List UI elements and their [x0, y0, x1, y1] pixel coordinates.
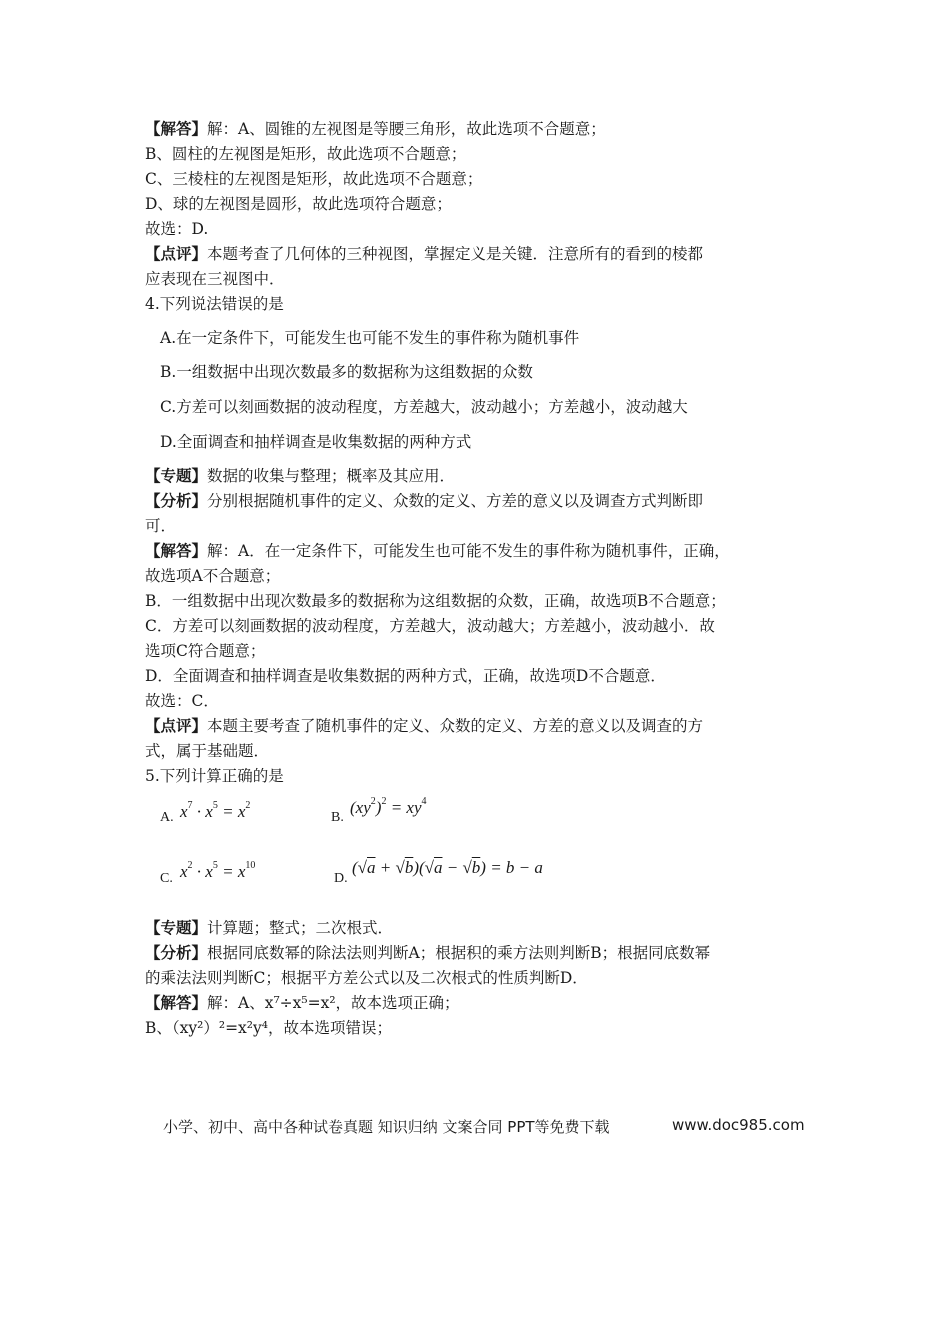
- q4-analysis-line: 【分析】分别根据随机事件的定义、众数的定义、方差的意义以及调查方式判断即: [145, 491, 704, 510]
- q5-analysis-line2: 的乘法法则判断C；根据平方差公式以及二次根式的性质判断D．: [145, 969, 588, 987]
- q5-option-a-formula: $x^7 \cdot x^5 = x^2$: [180, 800, 251, 821]
- analysis-tag: 【分析】: [145, 943, 208, 962]
- q5-analysis-line: 【分析】根据同底数幂的除法法则判断A；根据积的乘方法则判断B；根据同底数幂: [145, 943, 711, 962]
- q4-comment-line: 【点评】本题主要考查了随机事件的定义、众数的定义、方差的意义以及调查的方: [145, 716, 704, 735]
- answer-tag: 【解答】: [145, 119, 208, 138]
- q3-answer-b: B、圆柱的左视图是矩形，故此选项不合题意；: [145, 145, 467, 163]
- analysis-tag: 【分析】: [145, 491, 208, 510]
- q3-choose: 故选：D.: [145, 220, 209, 238]
- footer-text: 小学、初中、高中各种试卷真题 知识归纳 文案合同 PPT等免费下载: [163, 1118, 610, 1136]
- comment-tag: 【点评】: [145, 716, 208, 735]
- q5-option-b-label: B.: [331, 810, 344, 825]
- answer-tag: 【解答】: [145, 993, 208, 1012]
- q4-analysis-line2: 可．: [145, 517, 177, 535]
- q4-answer-line5: 选项C符合题意；: [145, 642, 266, 660]
- q5-option-d-formula: (√a + √b)(√a − √b) = b − a: [352, 858, 543, 877]
- q5-stem: 5.下列计算正确的是: [145, 767, 284, 785]
- q3-answer-line: 【解答】解：A、圆锥的左视图是等腰三角形，故此选项不合题意；: [145, 119, 606, 138]
- topic-tag: 【专题】: [145, 918, 208, 937]
- q5-option-a-label: A.: [160, 810, 174, 825]
- q5-answer-line2: B、（xy²）²=x²y⁴，故本选项错误；: [145, 1019, 392, 1037]
- topic-tag: 【专题】: [145, 466, 208, 485]
- q4-option-b: B.一组数据中出现次数最多的数据称为这组数据的众数: [160, 363, 533, 381]
- q4-answer-line: 【解答】解：A．在一定条件下，可能发生也可能不发生的事件称为随机事件，正确，: [145, 541, 730, 560]
- q5-answer-line: 【解答】解：A、x⁷÷x⁵=x²，故本选项正确；: [145, 993, 460, 1012]
- q3-comment-line2: 应表现在三视图中．: [145, 270, 285, 288]
- q4-topic-line: 【专题】数据的收集与整理；概率及其应用．: [145, 466, 456, 485]
- q4-option-c: C.方差可以刻画数据的波动程度，方差越大，波动越小；方差越小，波动越大: [160, 398, 688, 416]
- q3-comment-line: 【点评】本题考查了几何体的三种视图，掌握定义是关键．注意所有的看到的棱都: [145, 244, 704, 263]
- q4-comment-line2: 式，属于基础题．: [145, 742, 270, 760]
- q3-answer-d: D、球的左视图是圆形，故此选项符合题意；: [145, 195, 452, 213]
- q5-option-b-formula: $(xy^2)^2 = xy^4$: [350, 796, 427, 817]
- q5-topic-line: 【专题】计算题；整式；二次根式．: [145, 918, 394, 937]
- footer-url[interactable]: www.doc985.com: [672, 1116, 805, 1134]
- q4-answer-line2: 故选项A不合题意；: [145, 567, 281, 585]
- q4-option-a: A.在一定条件下，可能发生也可能不发生的事件称为随机事件: [160, 329, 580, 347]
- comment-tag: 【点评】: [145, 244, 208, 263]
- q4-answer-line3: B．一组数据中出现次数最多的数据称为这组数据的众数，正确，故选项B不合题意；: [145, 592, 726, 610]
- q3-answer-c: C、三棱柱的左视图是矩形，故此选项不合题意；: [145, 170, 483, 188]
- q4-answer-line6: D．全面调查和抽样调查是收集数据的两种方式，正确，故选项D不合题意．: [145, 667, 666, 685]
- q4-option-d: D.全面调查和抽样调查是收集数据的两种方式: [160, 433, 472, 451]
- q4-answer-line4: C．方差可以刻画数据的波动程度，方差越大，波动越大；方差越小，波动越小．故: [145, 617, 715, 635]
- answer-tag: 【解答】: [145, 541, 208, 560]
- q4-choose: 故选：C．: [145, 692, 219, 710]
- q4-stem: 4.下列说法错误的是: [145, 295, 284, 313]
- q5-option-d-label: D.: [334, 871, 348, 886]
- q5-option-c-label: C.: [160, 871, 173, 886]
- q5-option-c-formula: $x^2 \cdot x^5 = x^{10}$: [180, 860, 256, 881]
